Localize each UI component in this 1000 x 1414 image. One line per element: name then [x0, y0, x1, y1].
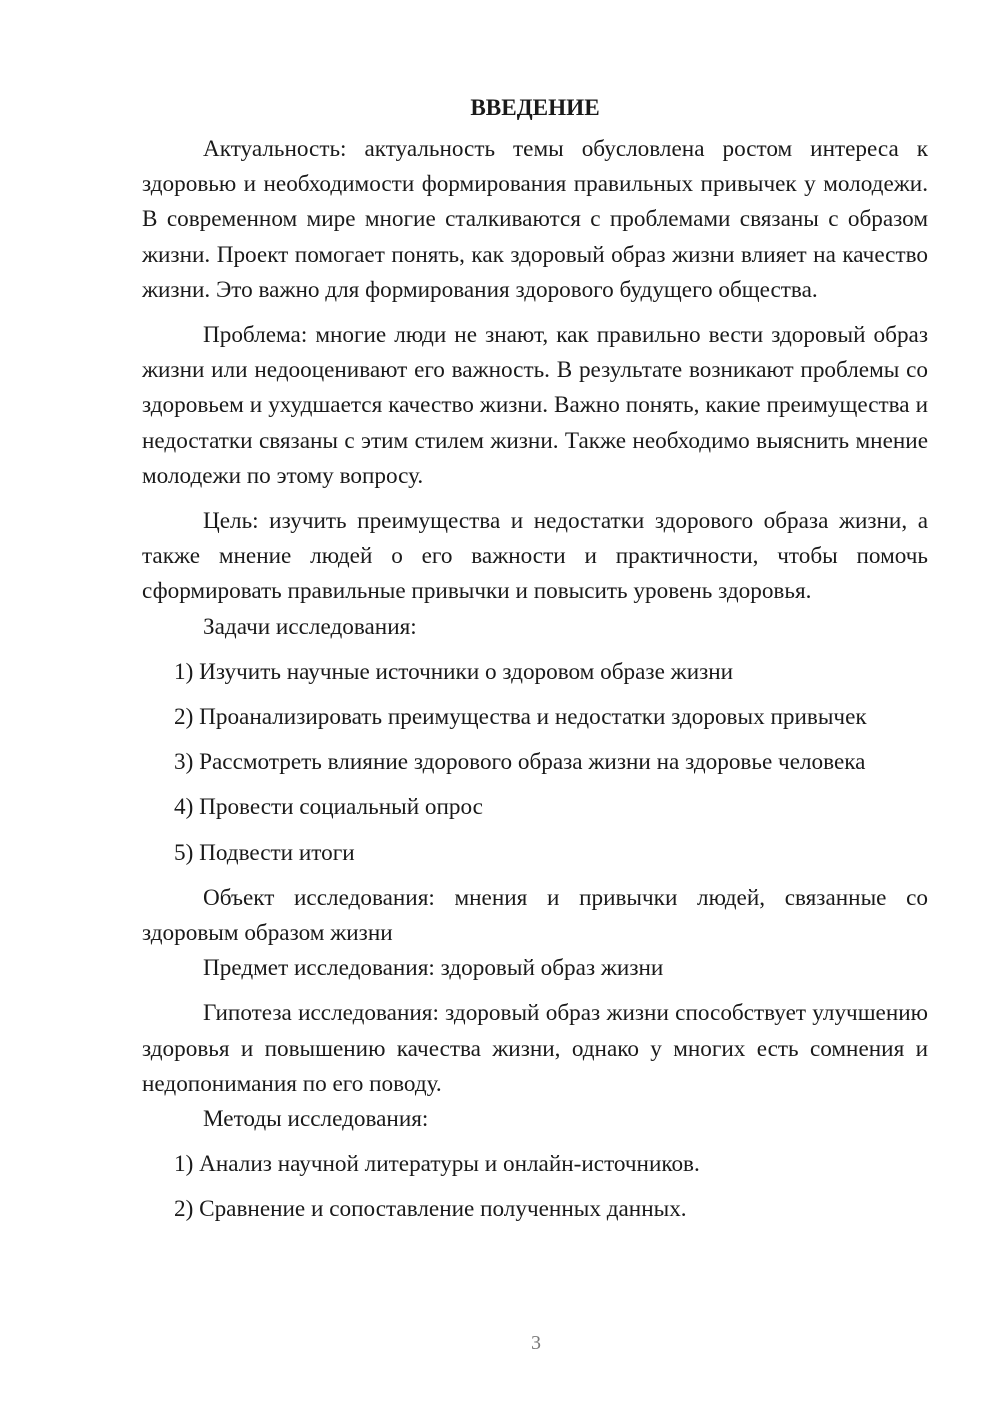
object-paragraph: Объект исследования: мнения и привычки людей, связанные со здоровым образом жизни: [142, 884, 928, 947]
task-item: 2) Проанализировать преимущества и недостатки здоровых привычек: [174, 704, 867, 731]
tasks-heading: Задачи исследования:: [203, 613, 417, 640]
method-item: 1) Анализ научной литературы и онлайн-источников.: [174, 1151, 700, 1178]
task-item: 4) Провести социальный опрос: [174, 794, 483, 821]
task-item: 3) Рассмотреть влияние здорового образа жизни на здоровье человека: [174, 749, 866, 776]
goal-paragraph: Цель: изучить преимущества и недостатки здорового образа жизни, а также мнение людей о его важности и практичности, чтобы помочь сформировать правильные привычки и повысить уровень здоровья.: [142, 508, 928, 605]
page-content: [142, 88, 928, 1228]
task-item: 1) Изучить научные источники о здоровом образе жизни: [174, 658, 734, 685]
page-number: 3: [531, 1332, 541, 1354]
method-item: 2) Сравнение и сопоставление полученных данных.: [174, 1196, 687, 1223]
hypothesis-paragraph: Гипотеза исследования: здоровый образ жизни способствует улучшению здоровья и повышению качества жизни, однако у многих есть сомнения и недопонимания по его поводу.: [142, 1000, 928, 1097]
subject-paragraph: Предмет исследования: здоровый образ жизни: [203, 955, 664, 982]
task-item: 5) Подвести итоги: [174, 839, 355, 866]
page-title: ВВЕДЕНИЕ: [470, 95, 600, 121]
relevance-paragraph: Актуальность: актуальность темы обусловлена ростом интереса к здоровью и необходимости формирования правильных привычек у молодежи. В современном мире многие сталкиваются с проблемами связаны с образом жизни. Проект помогает понять, как здоровый образ жизни влияет на качество жизни. Это важно для формирования здорового будущего общества.: [142, 136, 928, 303]
problem-paragraph: Проблема: многие люди не знают, как правильно вести здоровый образ жизни или недооценивают его важность. В результате возникают проблемы со здоровьем и ухудшается качество жизни. Важно понять, какие преимущества и недостатки связаны с этим стилем жизни. Также необходимо выяснить мнение молодежи по этому вопросу.: [142, 322, 928, 489]
methods-heading: Методы исследования:: [203, 1106, 429, 1133]
